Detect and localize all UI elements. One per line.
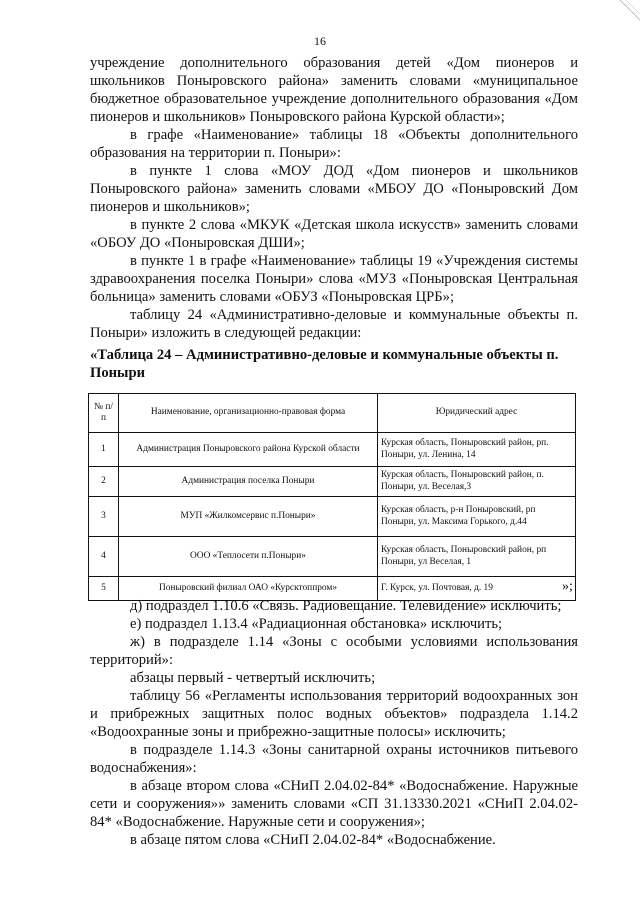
paragraph-14: в абзаце пятом слова «СНиП 2.04.02-84* «Водоснабжение. [130, 832, 496, 848]
row-address: Курская область, Поныровский район, п. Поныри, ул. Веселая,3 [378, 467, 576, 497]
paragraph-1: учреждение дополнительного образования детей «Дом пионеров и школьников Поныровского района» заменить словами «муниципальное бюджетное образовательное учреждение дополнительного образования «Дом пионеров и школьников» Поныровского района Курской области»; [90, 55, 578, 125]
paragraph-10: абзацы первый - четвертый исключить; [130, 670, 376, 686]
page-number: 16 [314, 34, 326, 48]
table-heading: «Таблица 24 – Административно-деловые и коммунальные объекты п. Поныри [90, 347, 559, 381]
row-name: Поныровский филиал ОАО «Курсктоппром» [119, 577, 378, 601]
paragraph-13: в абзаце втором слова «СНиП 2.04.02-84* «Водоснабжение. Наружные сети и сооружения»» заменить словами «СП 31.13330.2021 «СНиП 2.04.02-84* «Водоснабжение. Наружные сети и сооружения»; [90, 778, 578, 830]
paragraph-11: таблицу 56 «Регламенты использования территорий водоохранных зон и прибрежных защитных полос водных объектов» подраздела 1.14.2 «Водоохранные зоны и прибрежно-защитные полосы» исключить; [90, 688, 578, 740]
row-address: Курская область, р-н Поныровский, рп Поныри, ул. Максима Горького, д.44 [378, 497, 576, 537]
row-number: 4 [89, 537, 119, 577]
row-name: Администрация Поныровского района Курской области [119, 433, 378, 467]
objects-table [88, 393, 576, 601]
row-number: 5 [89, 577, 119, 601]
paragraph-12: в подразделе 1.14.3 «Зоны санитарной охраны источников питьевого водоснабжения»: [90, 742, 578, 776]
row-number: 3 [89, 497, 119, 537]
row-address: Курская область, Поныровский район, рп. Поныри, ул. Ленина, 14 [378, 433, 576, 467]
paragraph-9: ж) в подразделе 1.14 «Зоны с особыми условиями использования территорий»: [90, 634, 578, 668]
header-number: № п/п [89, 394, 119, 433]
row-address: Курская область, Поныровский район, рп Поныри, ул Веселая, 1 [378, 537, 576, 577]
paragraph-8: е) подраздел 1.13.4 «Радиационная обстановка» исключить; [130, 616, 503, 632]
row-number: 2 [89, 467, 119, 497]
row-number: 1 [89, 433, 119, 467]
header-name: Наименование, организационно-правовая форма [119, 394, 378, 433]
paragraph-6: таблицу 24 «Административно-деловые и коммунальные объекты п. Поныри» изложить в следующей редакции: [90, 307, 578, 341]
row-name: ООО «Теплосети п.Поныри» [119, 537, 378, 577]
paragraph-4: в пункте 2 слова «МКУК «Детская школа искусств» заменить словами «ОБОУ ДО «Поныровская ДШИ»; [90, 217, 578, 251]
row-address: Г. Курск, ул. Почтовая, д. 19 [378, 577, 576, 601]
paragraph-5: в пункте 1 в графе «Наименование» таблицы 19 «Учреждения системы здравоохранения поселка Поныри» слова «МУЗ «Поныровская Центральная больница» заменить словами «ОБУЗ «Поныровская ЦРБ»; [90, 253, 578, 305]
paragraph-2: в графе «Наименование» таблицы 18 «Объекты дополнительного образования на территории п. Поныри»: [90, 127, 578, 161]
table-row [89, 537, 576, 577]
row-name: МУП «Жилкомсервис п.Поныри» [119, 497, 378, 537]
table-row [89, 467, 576, 497]
table-closing-quote: »; [562, 579, 573, 594]
table-row [89, 433, 576, 467]
row-name: Администрация поселка Поныри [119, 467, 378, 497]
paragraph-7: д) подраздел 1.10.6 «Связь. Радиовещание. Телевидение» исключить; [130, 598, 562, 614]
table-row [89, 497, 576, 537]
table-header-row [89, 394, 576, 433]
header-address: Юридический адрес [378, 394, 576, 433]
paragraph-3: в пункте 1 слова «МОУ ДОД «Дом пионеров и школьников Поныровского района» заменить словами «МБОУ ДО «Поныровский Дом пионеров и школьников»; [90, 163, 578, 215]
